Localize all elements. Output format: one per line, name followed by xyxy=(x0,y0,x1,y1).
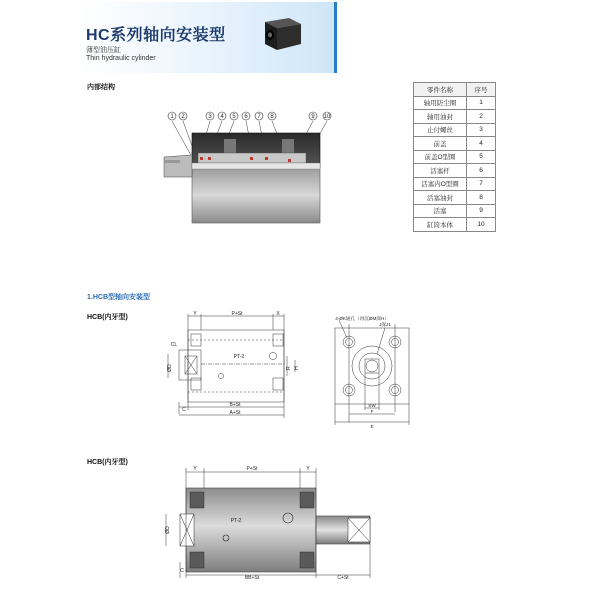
part-no: 2 xyxy=(467,110,496,124)
callout-label: 6 xyxy=(244,114,248,120)
callout-label: 7 xyxy=(257,114,261,120)
callout-label: 4 xyxy=(220,114,224,120)
table-row xyxy=(414,123,496,137)
dim-b-st: B+St xyxy=(229,402,241,408)
section-hcb-1: HCB(内牙型) xyxy=(87,314,128,321)
dim-f: F xyxy=(370,409,374,414)
product-photo xyxy=(259,14,303,52)
part-name: 前盖O型圈 xyxy=(414,150,467,164)
part-no: 10 xyxy=(467,218,496,232)
part-name: 活塞油封 xyxy=(414,191,467,205)
part-no: 4 xyxy=(467,137,496,151)
dim-p-st: P+St xyxy=(231,311,243,317)
dim-bb-st: BB+St xyxy=(244,575,260,580)
dim-p-st: P+St xyxy=(246,466,258,472)
subtitle-english: Thin hydraulic cylinder xyxy=(86,55,156,62)
section-hcb-2: HCB(内牙型) xyxy=(87,459,128,466)
table-row xyxy=(414,150,496,164)
label-holes: 4-ØK通孔（再沉ØM深H） xyxy=(335,316,389,321)
part-no: 9 xyxy=(467,204,496,218)
parts-table-header xyxy=(414,83,496,97)
table-row xyxy=(414,218,496,232)
part-name: 止付螺丝 xyxy=(414,123,467,137)
dim-e: E xyxy=(370,424,374,429)
parts-header-no: 序号 xyxy=(467,83,496,97)
dim-c-st: C+St xyxy=(337,575,349,580)
callout-label: 2 xyxy=(181,114,185,120)
dim-x: X xyxy=(276,311,280,317)
part-no: 8 xyxy=(467,191,496,205)
dim-od: ØD xyxy=(167,364,173,372)
dim-y: Y xyxy=(193,311,197,317)
parts-header-name: 零件名称 xyxy=(414,83,467,97)
table-row xyxy=(414,204,496,218)
dim-c: C xyxy=(182,407,186,413)
part-name: 缸筒本体 xyxy=(414,218,467,232)
part-name: 活塞内O型圈 xyxy=(414,177,467,191)
dim-a-st: A+St xyxy=(229,410,241,416)
dim-y-right: Y xyxy=(306,466,310,472)
dim-od: ØD xyxy=(165,526,171,534)
part-name: 轴用油封 xyxy=(414,110,467,124)
table-row xyxy=(414,137,496,151)
part-no: 6 xyxy=(467,164,496,178)
dim-c: C xyxy=(180,568,184,574)
dim-sw: SW xyxy=(368,403,376,408)
dim-y: Y xyxy=(193,466,197,472)
dim-h: H xyxy=(294,366,300,370)
dim-cl: CL xyxy=(170,342,178,348)
table-row xyxy=(414,177,496,191)
parts-table xyxy=(413,82,496,232)
part-no: 7 xyxy=(467,177,496,191)
table-row xyxy=(414,110,496,124)
hcb-side-view-drawing xyxy=(165,310,305,420)
part-no: 3 xyxy=(467,123,496,137)
hcb-extended-rod-drawing xyxy=(162,462,392,580)
subtitle-chinese: 薄型油压缸 xyxy=(86,47,121,54)
section-mount-type: 1.HCB型轴向安装型 xyxy=(87,294,151,301)
part-name: 活塞杆 xyxy=(414,164,467,178)
table-row xyxy=(414,96,496,110)
label-pt: PT-2 xyxy=(230,518,242,524)
part-name: 活塞 xyxy=(414,204,467,218)
label-pt: PT-2 xyxy=(233,354,245,360)
cross-section-drawing xyxy=(150,105,340,230)
part-no: 1 xyxy=(467,96,496,110)
dim-r: R xyxy=(286,366,292,370)
part-name: 轴用防尘圈 xyxy=(414,96,467,110)
callout-label: 3 xyxy=(208,114,212,120)
part-no: 5 xyxy=(467,150,496,164)
section-internal-structure: 内部结构 xyxy=(87,84,115,91)
label-j: J深J1 xyxy=(379,322,391,327)
hcb-front-view-drawing xyxy=(325,310,420,430)
callout-label: 5 xyxy=(232,114,236,120)
part-name: 前盖 xyxy=(414,137,467,151)
callout-label: 8 xyxy=(270,114,274,120)
table-row xyxy=(414,164,496,178)
page-title: HC系列轴向安装型 xyxy=(86,27,226,44)
callout-label: 9 xyxy=(311,114,315,120)
callout-label: 10 xyxy=(323,114,331,120)
callout-label: 1 xyxy=(170,114,174,120)
table-row xyxy=(414,191,496,205)
